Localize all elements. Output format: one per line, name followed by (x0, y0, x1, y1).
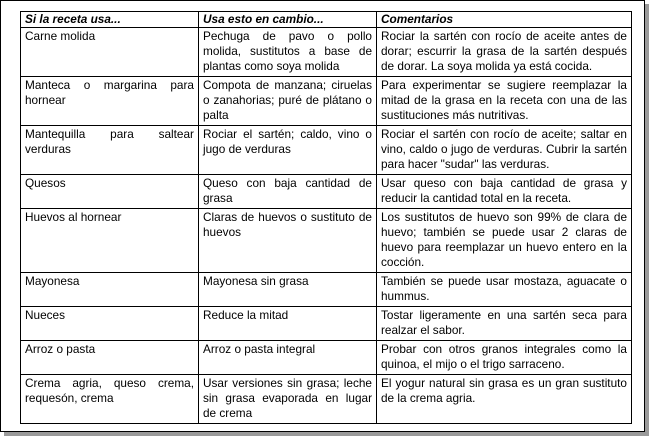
table-row (21, 341, 632, 375)
ingredient-cell: Huevos al hornear (21, 209, 199, 273)
substitute-cell: Claras de huevos o sustituto de huevos (199, 209, 377, 273)
substitute-cell: Queso con baja cantidad de grasa (199, 175, 377, 209)
comment-cell: Rociar el sartén con rocío de aceite; saltar en vino, caldo o jugo de verduras. Cubrir la sartén para hacer "sudar" las verduras. (377, 126, 632, 175)
table-row (21, 209, 632, 273)
ingredient-cell: Mantequilla para saltear verduras (21, 126, 199, 175)
ingredient-cell: Crema agria, queso crema, requesón, crema (21, 375, 199, 424)
substitute-cell: Rociar el sartén; caldo, vino o jugo de verduras (199, 126, 377, 175)
substitute-cell: Compota de manzana; ciruelas o zanahorias; puré de plátano o palta (199, 77, 377, 126)
substitute-cell: Pechuga de pavo o pollo molida, sustitutos a base de plantas como soya molida (199, 28, 377, 77)
ingredient-cell: Nueces (21, 307, 199, 341)
table-header-row (21, 12, 632, 28)
table-row (21, 126, 632, 175)
comment-cell: Tostar ligeramente en una sartén seca para realzar el sabor. (377, 307, 632, 341)
ingredient-cell: Carne molida (21, 28, 199, 77)
table-row (21, 77, 632, 126)
header-substitute: Usa esto en cambio... (199, 12, 377, 28)
ingredient-cell: Manteca o margarina para hornear (21, 77, 199, 126)
header-ingredient: Si la receta usa... (21, 12, 199, 28)
table-row (21, 28, 632, 77)
comment-cell: Rociar la sartén con rocío de aceite antes de dorar; escurrir la grasa de la sartén después de dorar. La soya molida ya está cocida. (377, 28, 632, 77)
table-row (21, 307, 632, 341)
comment-cell: Usar queso con baja cantidad de grasa y reducir la cantidad total en la receta. (377, 175, 632, 209)
comment-cell: Los sustitutos de huevo son 99% de clara de huevo; también se puede usar 2 claras de huevo para reemplazar un huevo entero en la cocción. (377, 209, 632, 273)
substitution-table (20, 11, 632, 424)
ingredient-cell: Quesos (21, 175, 199, 209)
comment-cell: El yogur natural sin grasa es un gran sustituto de la crema agria. (377, 375, 632, 424)
table-row (21, 375, 632, 424)
substitute-cell: Usar versiones sin grasa; leche sin grasa evaporada en lugar de crema (199, 375, 377, 424)
header-comments: Comentarios (377, 12, 632, 28)
substitute-cell: Mayonesa sin grasa (199, 273, 377, 307)
comment-cell: También se puede usar mostaza, aguacate o hummus. (377, 273, 632, 307)
comment-cell: Probar con otros granos integrales como la quinoa, el mijo o el trigo sarraceno. (377, 341, 632, 375)
ingredient-cell: Mayonesa (21, 273, 199, 307)
comment-cell: Para experimentar se sugiere reemplazar la mitad de la grasa en la receta con una de las sustituciones más nutritivas. (377, 77, 632, 126)
table-row (21, 273, 632, 307)
table-row (21, 175, 632, 209)
ingredient-cell: Arroz o pasta (21, 341, 199, 375)
substitute-cell: Arroz o pasta integral (199, 341, 377, 375)
substitute-cell: Reduce la mitad (199, 307, 377, 341)
